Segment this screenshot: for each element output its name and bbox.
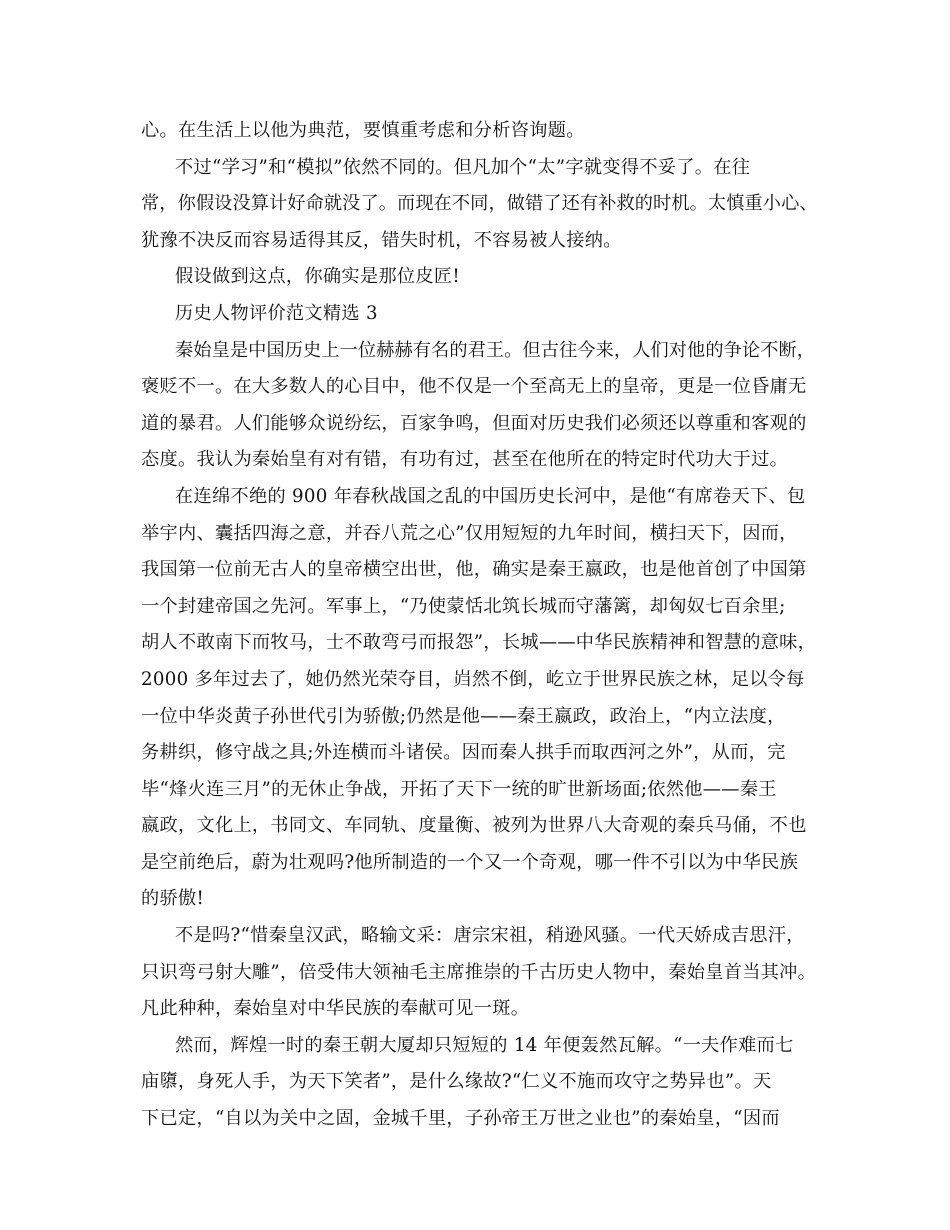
text-line: 只识弯弓射大雕”，倍受伟大领袖毛主席推崇的千古历史人物中，秦始皇首当其冲。 xyxy=(141,961,817,983)
text-line: 心。在生活上以他为典范，要慎重考虑和分析咨询题。 xyxy=(141,120,585,141)
text-line: 秦始皇是中国历史上一位赫赫有名的君王。但古往今来，人们对他的争论不断， xyxy=(175,339,816,361)
text-line: 一个封建帝国之先河。军事上，“乃使蒙恬北筑长城而守藩篱，却匈奴七百余里; xyxy=(141,595,786,617)
text-line: 犹豫不决反而容易适得其反，错失时机，不容易被人接纳。 xyxy=(141,229,622,251)
text-line: 举宇内、囊括四海之意，并吞八荒之心”仅用短短的九年时间，横扫天下，因而， xyxy=(141,522,798,544)
text-line: 不过“学习”和“模拟”依然不同的。但凡加个“太”字就变得不妥了。在往 xyxy=(175,156,751,178)
text-line: 庙隳，身死人手，为天下笑者”，是什么缘故?“仁义不施而攻守之势异也”。天 xyxy=(141,1071,772,1093)
text-line: 褒贬不一。在大多数人的心目中，他不仅是一个至高无上的皇帝，更是一位昏庸无 xyxy=(141,376,807,398)
text-line: 道的暴君。人们能够众说纷纭，百家争鸣，但面对历史我们必须还以尊重和客观的 xyxy=(141,412,807,434)
text-line: 常，你假设没算计好命就没了。而现在不同，做错了还有补救的时机。太慎重小心、 xyxy=(141,193,818,215)
text-line: 毕“烽火连三月”的无休止争战，开拓了天下一统的旷世新场面;依然他——秦王 xyxy=(141,778,777,800)
text-line: 在连绵不绝的 900 年春秋战国之乱的中国历史长河中，是他“有席卷天下、包 xyxy=(175,485,806,507)
document-body xyxy=(141,113,821,1138)
text-line: 的骄傲! xyxy=(141,888,205,910)
text-line: 胡人不敢南下而牧马，士不敢弯弓而报怨”，长城——中华民族精神和智慧的意味， xyxy=(141,632,817,654)
text-line: 我国第一位前无古人的皇帝横空出世，他，确实是秦王嬴政，也是他首创了中国第 xyxy=(141,559,807,581)
text-line: 2000 多年过去了，她仍然光荣夺目，岿然不倒，屹立于世界民族之林，足以令每 xyxy=(141,668,805,690)
text-line: 凡此种种，秦始皇对中华民族的奉献可见一斑。 xyxy=(141,998,530,1020)
text-line: 嬴政，文化上，书同文、车同轨、度量衡、被列为世界八大奇观的秦兵马俑，不也 xyxy=(141,815,807,837)
text-line: 下已定，“自以为关中之固，金城千里，子孙帝王万世之业也”的秦始皇，“因而 xyxy=(141,1108,780,1130)
text-line: 不是吗?“惜秦皇汉武，略输文采：唐宗宋祖，稍逊风骚。一代天娇成吉思汗， xyxy=(175,925,805,947)
text-line: 历史人物评价范文精选 3 xyxy=(175,302,378,324)
text-line: 一位中华炎黄子孙世代引为骄傲;仍然是他——秦王嬴政，政治上，“内立法度， xyxy=(141,705,786,727)
text-line: 态度。我认为秦始皇有对有错，有功有过，甚至在他所在的特定时代功大于过。 xyxy=(141,449,789,471)
text-line: 假设做到这点，你确实是那位皮匠! xyxy=(175,266,460,288)
text-line: 然而，辉煌一时的秦王朝大厦却只短短的 14 年便轰然瓦解。“一夫作难而七 xyxy=(175,1034,794,1056)
text-line: 务耕织，修守战之具;外连横而斗诸侯。因而秦人拱手而取西河之外”，从而，完 xyxy=(141,742,786,764)
text-line: 是空前绝后，蔚为壮观吗?他所制造的一个又一个奇观，哪一件不引以为中华民族 xyxy=(141,851,799,873)
